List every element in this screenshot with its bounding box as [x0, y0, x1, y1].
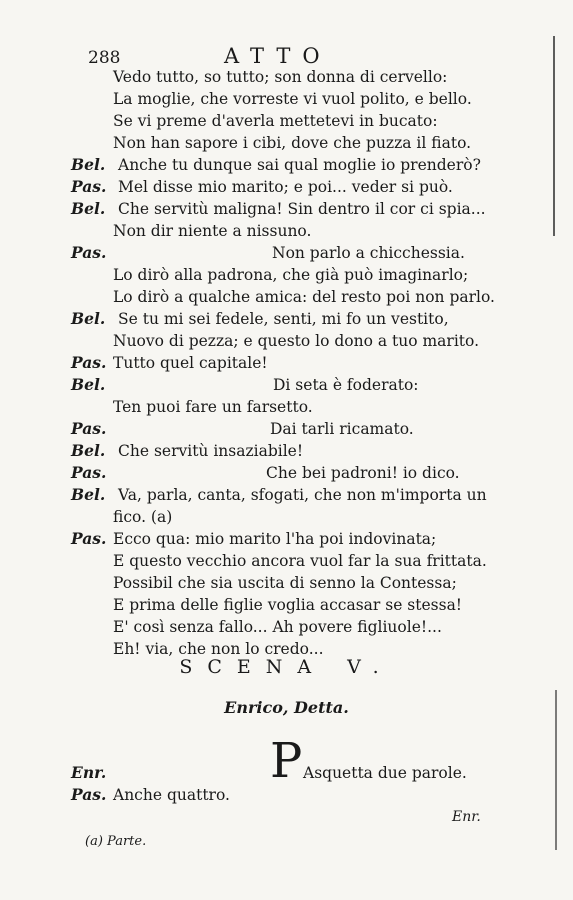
speaker-label: Enr.: [71, 763, 107, 782]
verse-line: Nuovo di pezza; e questo lo dono a tuo marito.: [113, 332, 480, 350]
page-number: 288: [88, 48, 121, 68]
verse-line: Bel. Che servitù insaziabile!: [71, 441, 304, 460]
verse-line: Possibil che sia uscita di senno la Contessa;: [113, 574, 457, 592]
verse-line: E' così senza fallo... Ah povere figliuole!...: [113, 618, 442, 636]
verse-line: Ten puoi fare un farsetto.: [113, 398, 313, 416]
verse-line: Non dir niente a nissuno.: [113, 222, 312, 240]
verse-line: Bel. Anche tu dunque sai qual moglie io prenderò?: [71, 155, 481, 174]
verse-line: Pas. Tutto quel capitale!: [71, 353, 268, 372]
verse-line: Eh! via, che non lo credo...: [113, 640, 324, 658]
scene-persons: Enrico, Detta.: [224, 698, 349, 717]
verse-line: Bel. Di seta è foderato:: [71, 375, 419, 394]
speaker-label: Pas.: [71, 785, 107, 804]
verse-line: Pas. Ecco qua: mio marito l'ha poi indovinata;: [71, 529, 437, 548]
scene-heading: SCENA V.: [179, 656, 394, 678]
verse-line-pasquetta: Pas. Anche quattro.: [71, 785, 230, 804]
verse-line: Lo dirò a qualche amica: del resto poi non parlo.: [113, 288, 495, 306]
verse-line-enrico-text: Asquetta due parole.: [303, 764, 467, 782]
verse-line: Pas. Dai tarli ricamato.: [71, 419, 414, 438]
verse-line: Non han sapore i cibi, dove che puzza il fiato.: [113, 134, 472, 152]
verse-line: E questo vecchio ancora vuol far la sua frittata.: [113, 552, 487, 570]
verse-line: Pas. Mel disse mio marito; e poi... veder si può.: [71, 177, 453, 196]
verse-line: fico. (a): [113, 508, 173, 526]
verse-line: Se vi preme d'averla mettetevi in bucato:: [113, 112, 438, 130]
footnote: (a) Parte.: [85, 834, 147, 849]
running-head: ATTO: [224, 44, 332, 68]
verse-line: Pas. Che bei padroni! io dico.: [71, 463, 460, 482]
verse-line: Bel. Se tu mi sei fedele, senti, mi fo un vestito,: [71, 309, 449, 328]
verse-line: Lo dirò alla padrona, che già può imaginarlo;: [113, 266, 469, 284]
drop-capital: P: [270, 733, 303, 789]
verse-line: La moglie, che vorreste vi vuol polito, e bello.: [113, 90, 472, 108]
verse-line: E prima delle figlie voglia accasar se stessa!: [113, 596, 463, 614]
verse-line: Bel. Va, parla, canta, sfogati, che non m'importa un: [71, 485, 487, 504]
catchword: Enr.: [452, 809, 481, 825]
verse-line: Pas. Non parlo a chicchessia.: [71, 243, 465, 262]
verse-line: Vedo tutto, so tutto; son donna di cervello:: [113, 68, 448, 86]
verse-line: Bel. Che servitù maligna! Sin dentro il cor ci spia...: [71, 199, 486, 218]
